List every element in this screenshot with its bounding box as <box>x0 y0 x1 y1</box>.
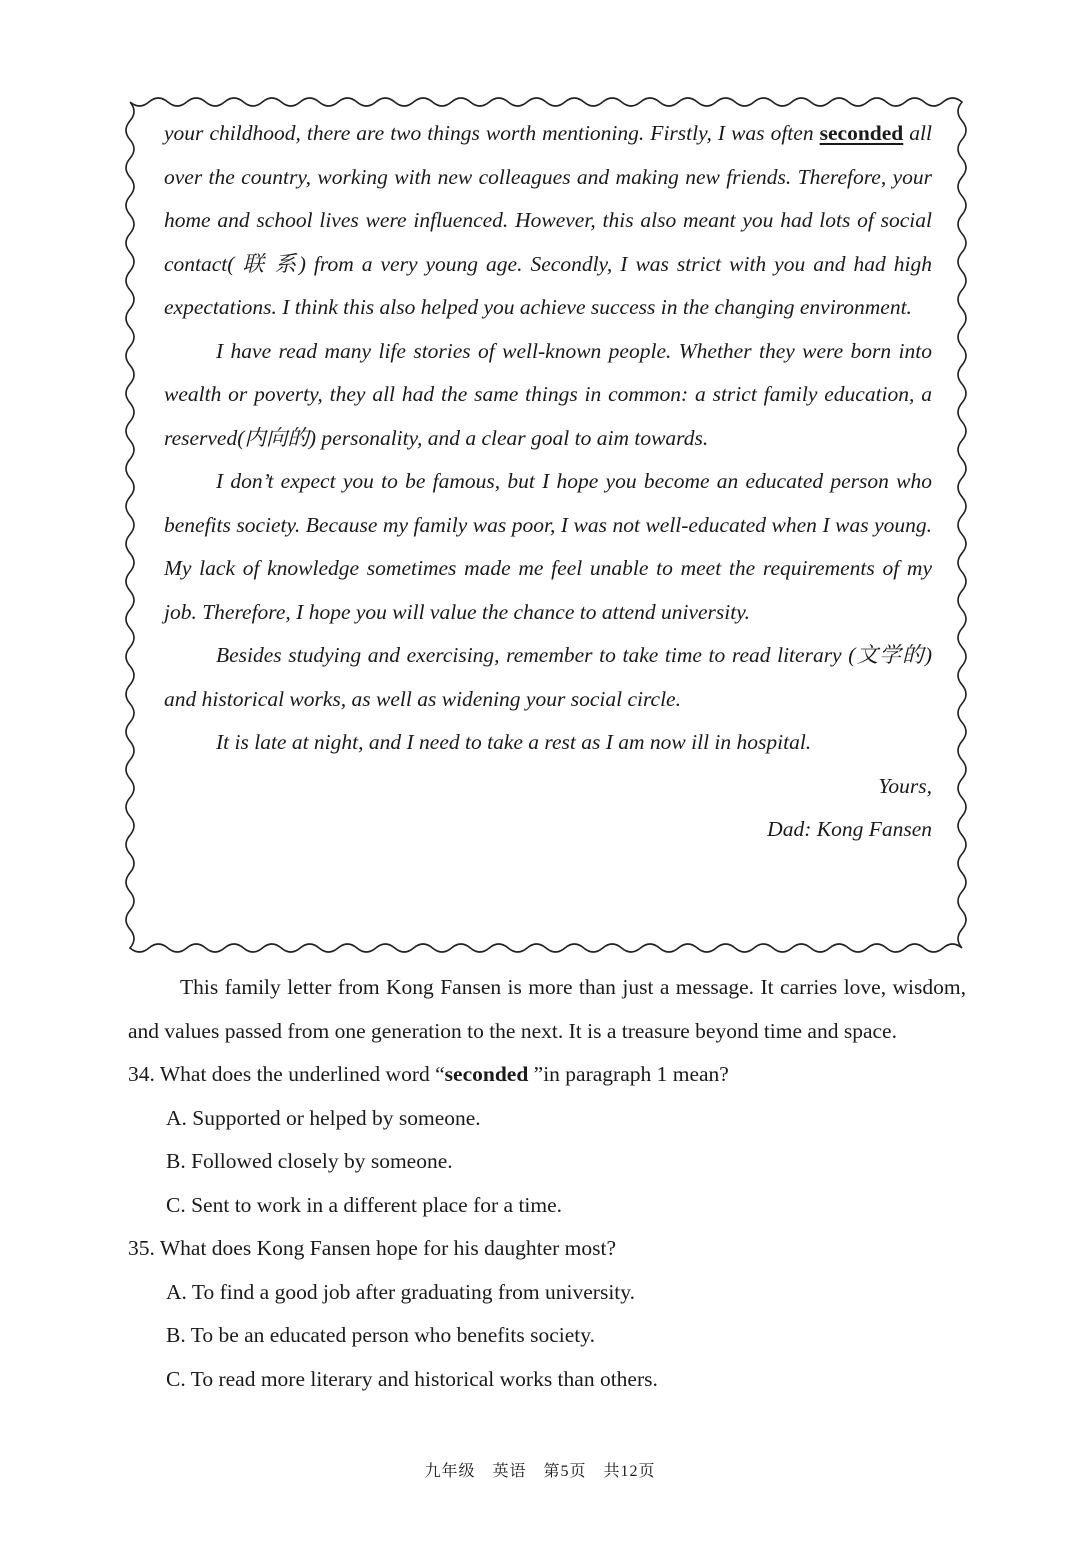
underlined-word: seconded <box>819 121 904 145</box>
question-34 <box>128 1053 966 1097</box>
letter-signature: Dad: Kong Fansen <box>767 817 932 841</box>
question-35-option-b: B. To be an educated person who benefits society. <box>166 1323 595 1347</box>
letter-paragraph-5: It is late at night, and I need to take a rest as I am now ill in hospital. <box>216 730 812 754</box>
letter-paragraph-4: Besides studying and exercising, remember to take time to read literary (文学的) and historical works, as well as widening your social circle. <box>164 643 932 711</box>
letter-box <box>120 92 972 958</box>
question-34-option-c: C. Sent to work in a different place for a time. <box>166 1192 563 1217</box>
passage-and-questions <box>128 966 966 1401</box>
question-34-option-b: B. Followed closely by someone. <box>166 1149 453 1173</box>
letter-text <box>164 112 932 852</box>
conclusion-paragraph: This family letter from Kong Fansen is more than just a message. It carries love, wisdom, and values passed from one generation to the next. It is a treasure beyond time and space. <box>128 975 966 1043</box>
letter-p1-before: your childhood, there are two things worth mentioning. Firstly, I was often <box>164 121 820 145</box>
question-35-option-a: A. To find a good job after graduating from university. <box>166 1279 636 1304</box>
letter-paragraph-1 <box>164 112 932 330</box>
letter-p1-after: all over the country, working with new colleagues and making new friends. Therefore, your home and school lives were influenced. However, this also meant you had lots of social contact( 联 系) from a very young age. Secondly, I was strict with you and had high expectations. I think this also helped you achieve success in the changing environment. <box>164 121 932 319</box>
question-34-keyword: seconded <box>444 1062 529 1086</box>
question-34-stem-after: ”in paragraph 1 mean? <box>528 1062 729 1086</box>
question-34-option-a: A. Supported or helped by someone. <box>166 1105 481 1130</box>
letter-paragraph-3: I don’t expect you to be famous, but I hope you become an educated person who benefits society. Because my family was poor, I was not well-educated when I was young. My lack of knowledge sometimes made me feel unable to meet the requirements of my job. Therefore, I hope you will value the chance to attend university. <box>164 469 932 624</box>
letter-paragraph-2: I have read many life stories of well-known people. Whether they were born into wealth or poverty, they all had the same things in common: a strict family education, a reserved(内向的) personality, and a clear goal to aim towards. <box>164 338 932 450</box>
question-35: 35. What does Kong Fansen hope for his daughter most? <box>128 1236 617 1260</box>
page-footer: 九年级 英语 第5页 共12页 <box>424 1463 656 1480</box>
letter-closing: Yours, <box>878 773 932 798</box>
question-35-option-c: C. To read more literary and historical works than others. <box>166 1366 658 1391</box>
question-34-stem-before: 34. What does the underlined word “ <box>128 1062 445 1086</box>
